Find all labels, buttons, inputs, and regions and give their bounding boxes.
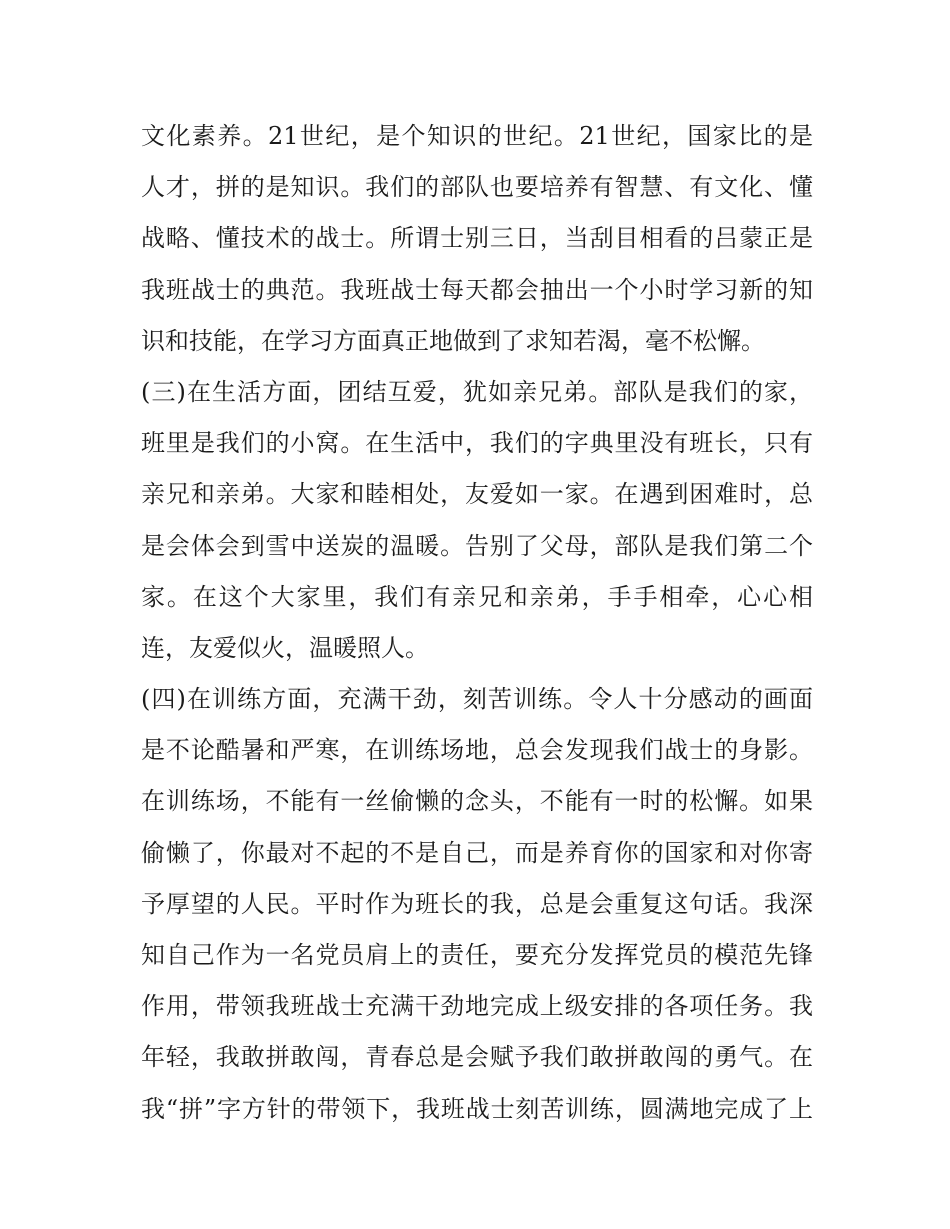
text-line: 作用，带领我班战士充满干劲地完成上级安排的各项任务。我 xyxy=(141,992,813,1021)
text-line: 家。在这个大家里，我们有亲兄和亲弟，手手相牵，心心相 xyxy=(141,582,813,611)
text-line: 亲兄和亲弟。大家和睦相处，友爱如一家。在遇到困难时，总 xyxy=(141,480,813,509)
text-line: 文化素养。21世纪，是个知识的世纪。21世纪，国家比的是 xyxy=(141,122,813,150)
text-line: (四)在训练方面，充满干劲，刻苦训练。令人十分感动的画面 xyxy=(141,685,813,714)
text-line: 我“拼”字方针的带领下，我班战士刻苦训练，圆满地完成了上 xyxy=(141,1094,813,1123)
text-line: 偷懒了，你最对不起的不是自己，而是养育你的国家和对你寄 xyxy=(141,838,813,867)
text-line: 人才，拼的是知识。我们的部队也要培养有智慧、有文化、懂 xyxy=(141,173,813,202)
body-text xyxy=(141,111,813,1135)
text-line: 我班战士的典范。我班战士每天都会抽出一个小时学习新的知 xyxy=(141,275,813,304)
text-line: 战略、懂技术的战士。所谓士别三日，当刮目相看的吕蒙正是 xyxy=(141,224,813,253)
text-line: 在训练场，不能有一丝偷懒的念头，不能有一时的松懈。如果 xyxy=(141,787,813,816)
text-line: 知自己作为一名党员肩上的责任，要充分发挥党员的模范先锋 xyxy=(141,941,813,969)
text-line: 识和技能，在学习方面真正地做到了求知若渴，毫不松懈。 xyxy=(141,326,765,355)
text-line: 连，友爱似火，温暖照人。 xyxy=(141,633,429,662)
text-line: 是会体会到雪中送炭的温暖。告别了父母，部队是我们第二个 xyxy=(141,531,813,560)
text-line: 予厚望的人民。平时作为班长的我，总是会重复这句话。我深 xyxy=(141,889,813,918)
text-line: 是不论酷暑和严寒，在训练场地，总会发现我们战士的身影。 xyxy=(141,736,813,765)
text-line: 班里是我们的小窝。在生活中，我们的字典里没有班长，只有 xyxy=(141,429,813,458)
text-line: 年轻，我敢拼敢闯，青春总是会赋予我们敢拼敢闯的勇气。在 xyxy=(141,1043,813,1072)
text-line: (三)在生活方面，团结互爱，犹如亲兄弟。部队是我们的家， xyxy=(141,377,813,406)
